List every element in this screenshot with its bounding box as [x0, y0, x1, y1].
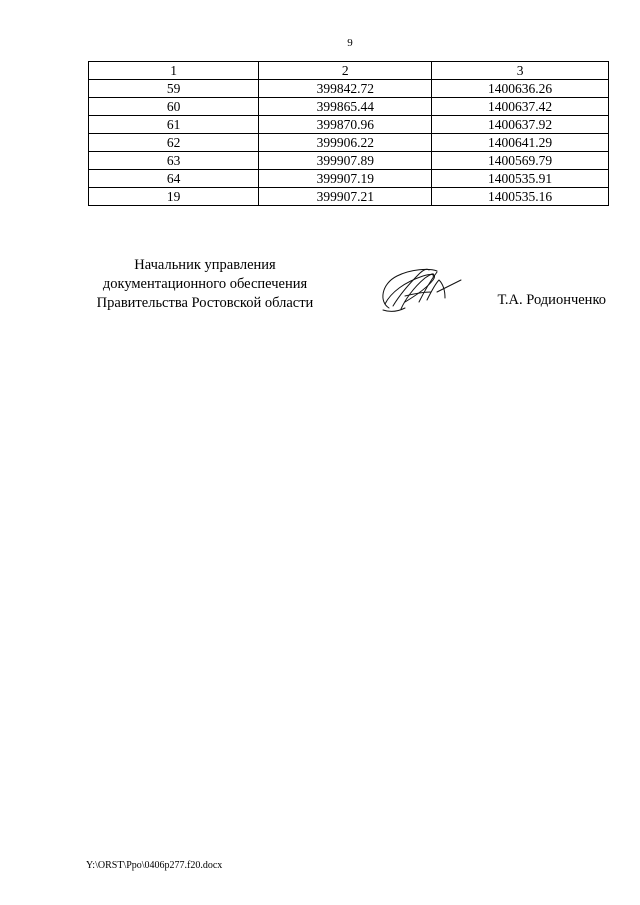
table-cell: 1400535.16 [432, 188, 609, 206]
column-header: 3 [432, 62, 609, 80]
table-cell: 399907.89 [259, 152, 432, 170]
table-cell: 19 [89, 188, 259, 206]
page-number: 9 [347, 37, 353, 49]
table-cell: 399907.19 [259, 170, 432, 188]
coordinates-table [88, 61, 609, 206]
table-cell: 59 [89, 80, 259, 98]
table-cell: 1400569.79 [432, 152, 609, 170]
table-header-row [89, 62, 609, 80]
column-header: 1 [89, 62, 259, 80]
table-row [89, 98, 609, 116]
table-cell: 399842.72 [259, 80, 432, 98]
table-cell: 399865.44 [259, 98, 432, 116]
position-line: Начальник управления [134, 257, 276, 273]
position-line: Правительства Ростовской области [96, 295, 314, 311]
table-cell: 62 [89, 134, 259, 152]
table-cell: 399907.21 [259, 188, 432, 206]
table-cell: 1400535.91 [432, 170, 609, 188]
table-cell: 1400636.26 [432, 80, 609, 98]
footer-file-path: Y:\ORST\Ppo\0406p277.f20.docx [86, 860, 223, 871]
table-row [89, 152, 609, 170]
table-cell: 61 [89, 116, 259, 134]
signatory-position [60, 256, 350, 313]
table-row [89, 134, 609, 152]
table-cell: 1400637.92 [432, 116, 609, 134]
table-row [89, 170, 609, 188]
signatory-name: Т.А. Родионченко [497, 292, 606, 308]
table-row [89, 116, 609, 134]
position-line: документационного обеспечения [102, 276, 308, 292]
table-cell: 64 [89, 170, 259, 188]
handwritten-signature [375, 262, 465, 314]
column-header: 2 [259, 62, 432, 80]
table-row [89, 188, 609, 206]
table-cell: 63 [89, 152, 259, 170]
table-cell: 1400637.42 [432, 98, 609, 116]
table-cell: 60 [89, 98, 259, 116]
table-cell: 399906.22 [259, 134, 432, 152]
table-cell: 1400641.29 [432, 134, 609, 152]
table-cell: 399870.96 [259, 116, 432, 134]
table-row [89, 80, 609, 98]
